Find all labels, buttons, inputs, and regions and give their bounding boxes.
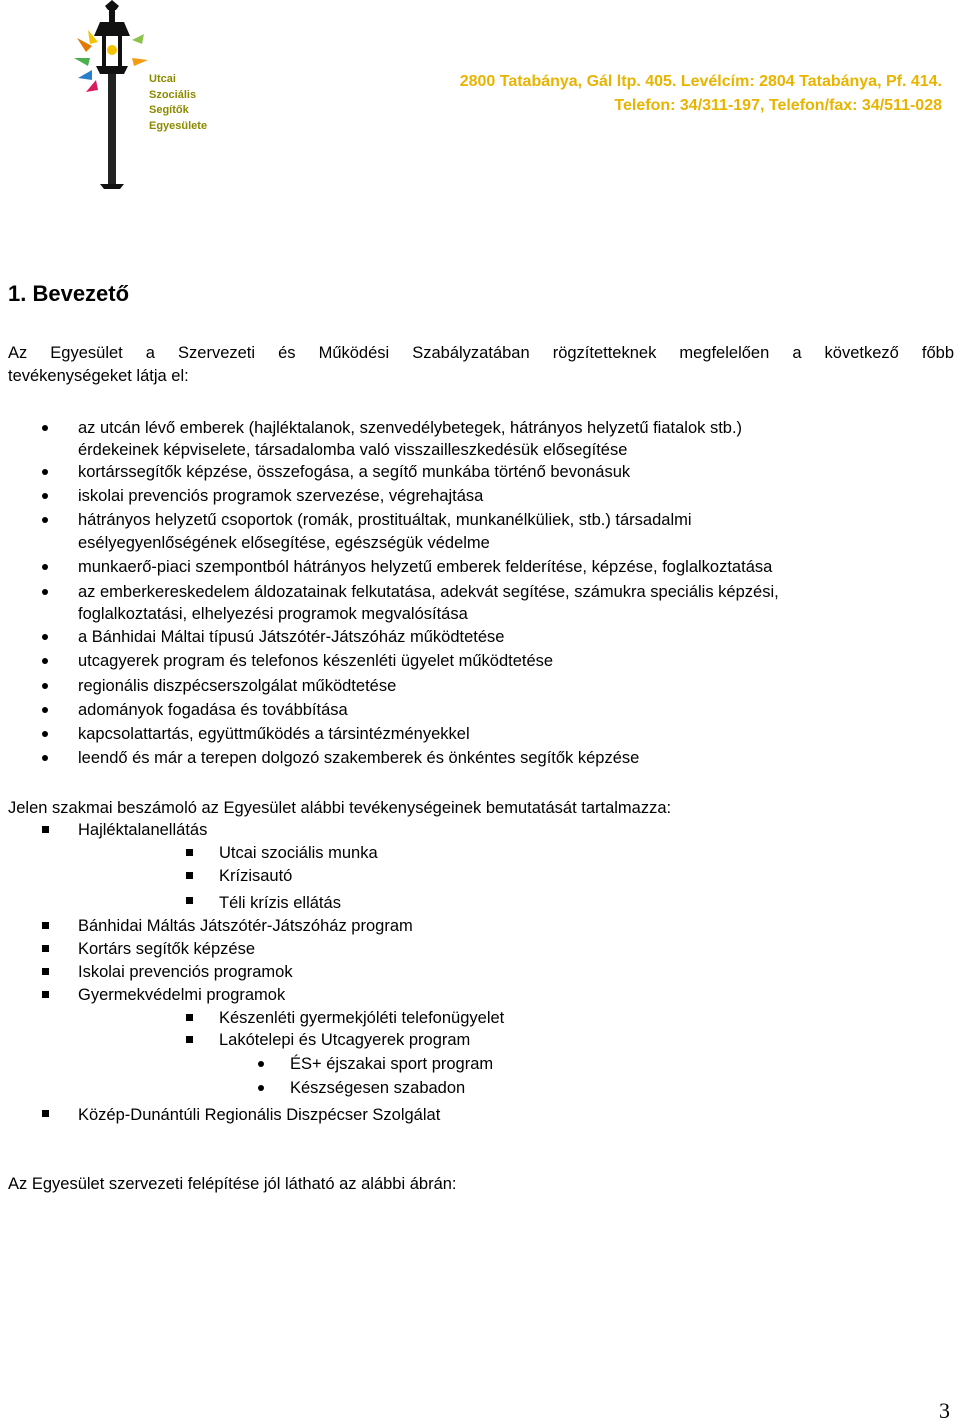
square-bullet-icon <box>42 945 49 952</box>
outline-item: Hajléktalanellátás <box>78 821 208 839</box>
list-item: kapcsolattartás, együttműködés a társintézményekkel <box>78 725 470 743</box>
closing-sentence: Az Egyesület szervezeti felépítése jól látható az alábbi ábrán: <box>8 1175 457 1193</box>
list-item: leendő és már a terepen dolgozó szakemberek és önkéntes segítők képzése <box>78 749 640 767</box>
square-bullet-icon <box>186 897 193 904</box>
list-item: munkaerő-piaci szempontból hátrányos helyzetű emberek felderítése, képzése, foglalkoztatása <box>78 558 773 576</box>
outline-subsubitem: Készségesen szabadon <box>290 1079 466 1097</box>
intro-paragraph-line: tevékenységeket látja el: <box>8 367 189 385</box>
bullet-icon <box>258 1085 264 1091</box>
page-number: 3 <box>939 1398 950 1423</box>
outline-item: Közép-Dunántúli Regionális Diszpécser Szolgálat <box>78 1106 441 1124</box>
outline-subitem: Lakótelepi és Utcagyerek program <box>219 1031 471 1049</box>
list-item: az utcán lévő emberek (hajléktalanok, szenvedélybetegek, hátrányos helyzetű fiatalok stb.) <box>78 419 743 437</box>
phone-line: Telefon: 34/311-197, Telefon/fax: 34/511-028 <box>614 97 942 114</box>
outline-item: Gyermekvédelmi programok <box>78 986 286 1004</box>
square-bullet-icon <box>42 968 49 975</box>
outline-subitem: Utcai szociális munka <box>219 844 378 862</box>
list-item: a Bánhidai Máltai típusú Játszótér-Játszóház működtetése <box>78 628 505 646</box>
org-name-line: Szociális <box>149 88 197 101</box>
square-bullet-icon <box>42 826 49 833</box>
outline-subitem: Téli krízis ellátás <box>219 894 341 912</box>
list-item: az emberkereskedelem áldozatainak felkutatása, adekvát segítése, számukra speciális képzési, <box>78 583 779 601</box>
list-item-continuation: érdekeinek képviselete, társadalomba való visszailleszkedésük elősegítése <box>78 441 628 459</box>
org-name-line: Egyesülete <box>149 119 208 132</box>
address-line: 2800 Tatabánya, Gál ltp. 405. Levélcím: 2804 Tatabánya, Pf. 414. <box>459 73 942 90</box>
list-item-continuation: foglalkoztatási, elhelyezési programok megvalósítása <box>78 605 468 623</box>
square-bullet-icon <box>42 991 49 998</box>
list-item: hátrányos helyzetű csoportok (romák, prostituáltak, munkanélküliek, stb.) társadalmi <box>78 511 692 529</box>
outline-subitem: Krízisautó <box>219 867 293 885</box>
square-bullet-icon <box>42 1110 49 1117</box>
square-bullet-icon <box>186 1014 193 1021</box>
square-bullet-icon <box>42 922 49 929</box>
square-bullet-icon <box>186 849 193 856</box>
list-item: adományok fogadása és továbbítása <box>78 701 348 719</box>
outline-subsubitem: ÉS+ éjszakai sport program <box>290 1055 494 1073</box>
section-heading: 1. Bevezető <box>8 281 130 306</box>
report-intro: Jelen szakmai beszámoló az Egyesület alábbi tevékenységeinek bemutatását tartalmazza: <box>8 799 672 817</box>
square-bullet-icon <box>186 872 193 879</box>
outline-item: Bánhidai Máltás Játszótér-Játszóház program <box>78 917 413 935</box>
square-bullet-icon <box>186 1036 193 1043</box>
list-item-continuation: esélyegyenlőségének elősegítése, egészségük védelme <box>78 534 490 552</box>
list-item: regionális diszpécserszolgálat működtetése <box>78 677 397 695</box>
outline-item: Kortárs segítők képzése <box>78 940 256 958</box>
outline-subitem: Készenléti gyermekjóléti telefonügyelet <box>219 1009 505 1027</box>
bullet-icon <box>258 1061 264 1067</box>
list-item: iskolai prevenciós programok szervezése, végrehajtása <box>78 487 484 505</box>
org-name-line: Segítők <box>149 104 189 116</box>
list-item: kortárssegítők képzése, összefogása, a segítő munkába történő bevonásuk <box>78 463 631 481</box>
outline-item: Iskolai prevenciós programok <box>78 963 293 981</box>
intro-paragraph-line: Az Egyesület a Szervezeti és Működési Szabályzatában rögzítetteknek megfelelően a következő főbb <box>8 344 954 362</box>
org-name-line: Utcai <box>149 73 176 85</box>
list-item: utcagyerek program és telefonos készenléti ügyelet működtetése <box>78 652 554 670</box>
